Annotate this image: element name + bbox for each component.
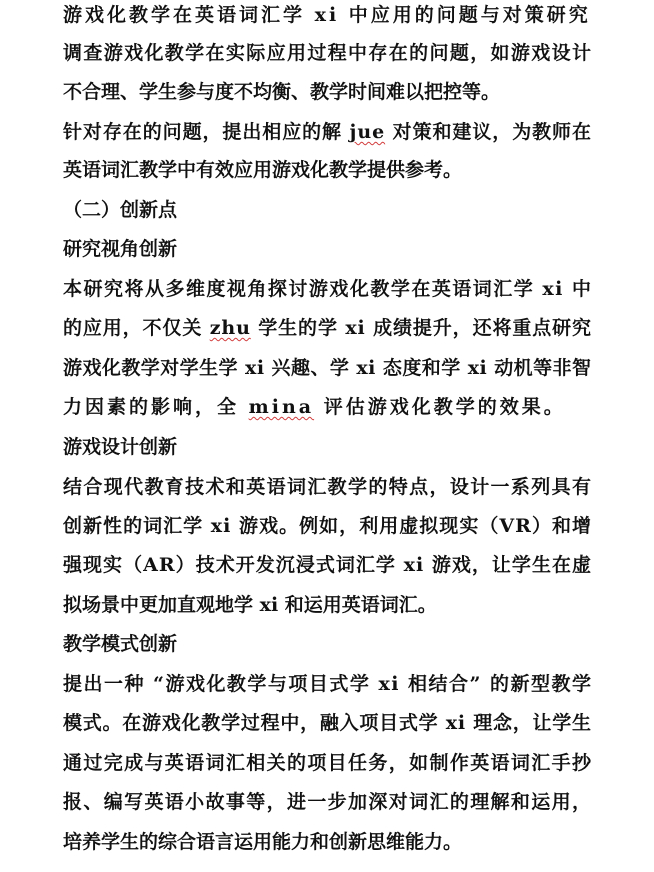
subheading-teaching-mode: 教学模式创新 <box>63 633 178 655</box>
paragraph-line: 英语词汇教学中有效应用游戏化教学提供参考。 <box>63 159 463 181</box>
paragraph-line: 本研究将从多维度视角探讨游戏化教学在英语词汇学 xi 中 <box>63 278 593 300</box>
paragraph-line: 报、编写英语小故事等，进一步加深对词汇的理解和运用， <box>63 791 593 813</box>
paragraph-line: 针对存在的问题，提出相应的解 jue 对策和建议，为教师在 <box>63 121 592 143</box>
paragraph-line: 拟场景中更加直观地学 xi 和运用英语词汇。 <box>63 594 437 616</box>
paragraph-line: 创新性的词汇学 xi 游戏。例如，利用虚拟现实（VR）和增 <box>63 515 593 537</box>
spellcheck-underlined-word: jue <box>349 121 386 143</box>
paragraph-line: 不合理、学生参与度不均衡、教学时间难以把控等。 <box>63 81 501 103</box>
paragraph-line: 力因素的影响，全 mina 评估游戏化教学的效果。 <box>63 396 566 418</box>
paragraph-line: 结合现代教育技术和英语词汇教学的特点，设计一系列具有 <box>63 476 593 498</box>
paragraph-line: 强现实（AR）技术开发沉浸式词汇学 xi 游戏，让学生在虚 <box>63 554 593 576</box>
section-heading-innovations: （二）创新点 <box>63 199 178 221</box>
subheading-game-design: 游戏设计创新 <box>63 436 178 458</box>
heading-problems-and-solutions: 游戏化教学在英语词汇学 xi 中应用的问题与对策研究 <box>63 4 591 26</box>
paragraph-line: 模式。在游戏化教学过程中，融入项目式学 xi 理念，让学生 <box>63 712 592 734</box>
paragraph-line: 通过完成与英语词汇相关的项目任务，如制作英语词汇手抄 <box>63 752 593 774</box>
paragraph-line: 培养学生的综合语言运用能力和创新思维能力。 <box>63 831 463 853</box>
paragraph-line: 调查游戏化教学在实际应用过程中存在的问题，如游戏设计 <box>63 42 593 64</box>
spellcheck-underlined-word: zhu <box>209 317 251 339</box>
paragraph-line: 的应用，不仅关 zhu 学生的学 xi 成绩提升，还将重点研究 <box>63 317 592 339</box>
subheading-research-perspective: 研究视角创新 <box>63 238 178 260</box>
paragraph-line: 提出一种 “游戏化教学与项目式学 xi 相结合” 的新型教学 <box>63 673 593 695</box>
spellcheck-underlined-word: mina <box>248 396 315 418</box>
paragraph-line: 游戏化教学对学生学 xi 兴趣、学 xi 态度和学 xi 动机等非智 <box>63 357 592 379</box>
